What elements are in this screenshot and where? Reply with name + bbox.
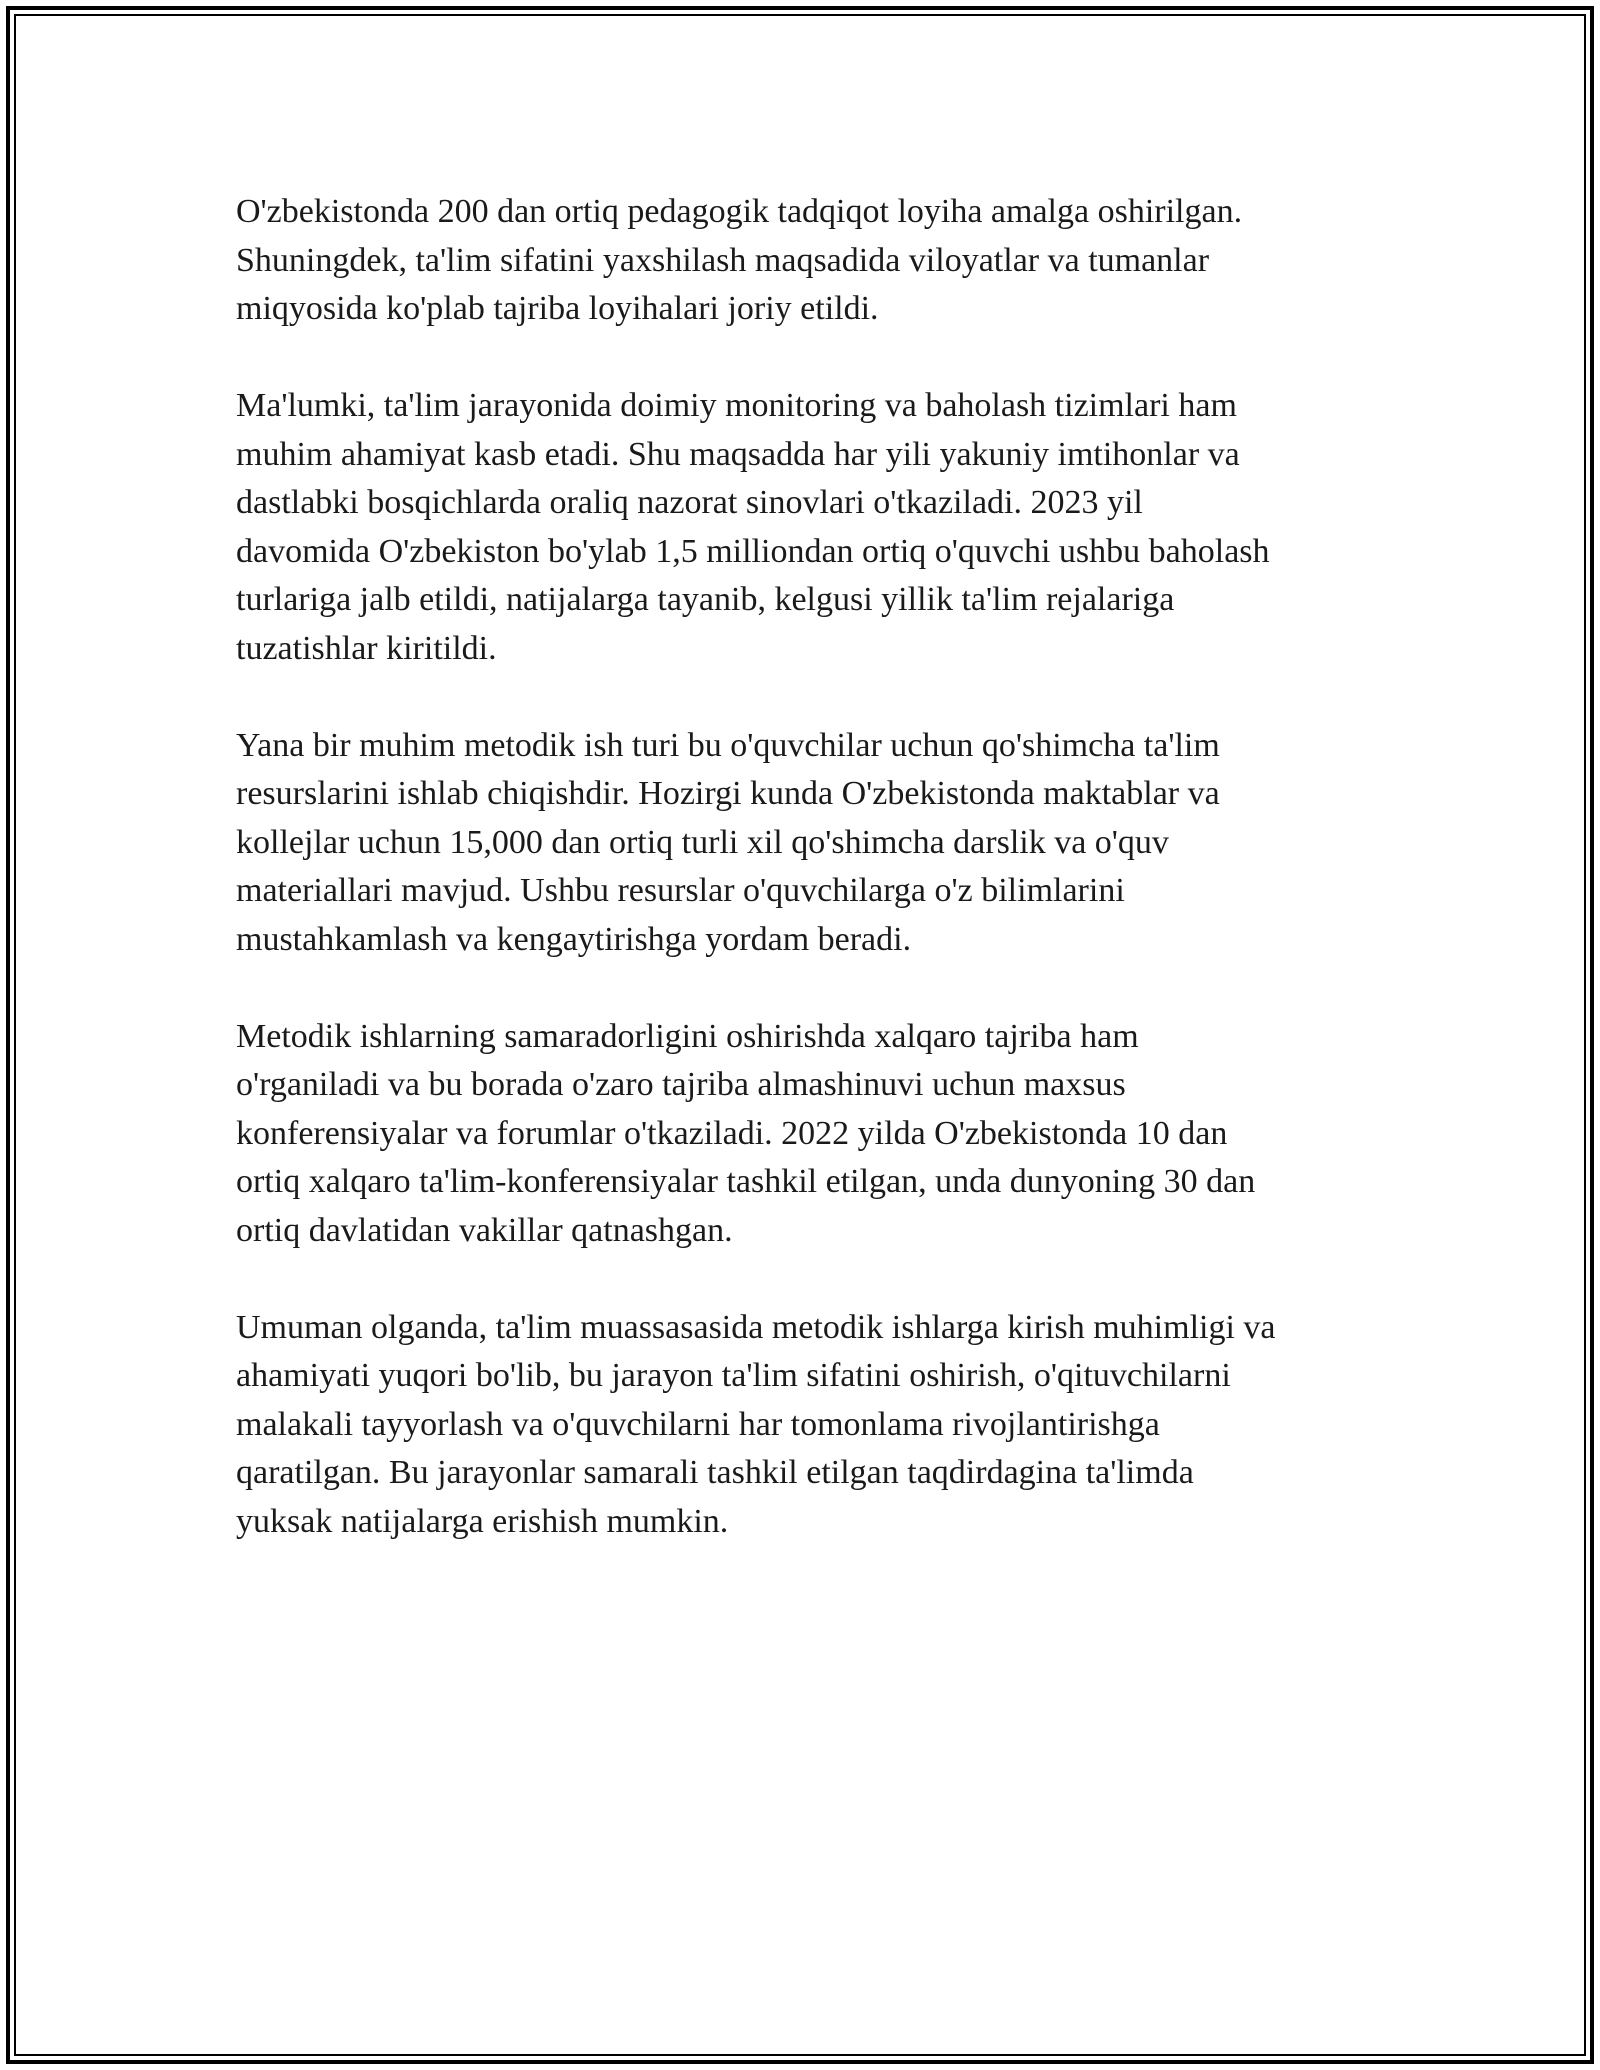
paragraph-1: O'zbekistonda 200 dan ortiq pedagogik tadqiqot loyiha amalga oshirilgan. Shuningdek, ta'lim sifatini yaxshilash maqsadida viloyatlar va tumanlar miqyosida ko'plab tajriba loyihalari joriy etildi. <box>236 193 1243 327</box>
document-body <box>236 188 1366 1595</box>
paragraph-4: Metodik ishlarning samaradorligini oshirishda xalqaro tajriba ham o'rganiladi va bu borada o'zaro tajriba almashinuvi uchun maxsus konferensiyalar va forumlar o'tkaziladi. 2022 yilda O'zbekistonda 10 dan ortiq xalqaro ta'lim-konferensiyalar tashkil etilgan, unda dunyoning 30 dan ortiq davlatidan vakillar qatnashgan. <box>236 1017 1256 1249</box>
paragraph-3: Yana bir muhim metodik ish turi bu o'quvchilar uchun qo'shimcha ta'lim resurslarini ishlab chiqishdir. Hozirgi kunda O'zbekistonda maktablar va kollejlar uchun 15,000 dan ortiq turli xil qo'shimcha darslik va o'quv materiallari mavjud. Ushbu resurslar o'quvchilarga o'z bilimlarini mustahkamlash va kengaytirishga yordam beradi. <box>236 726 1220 958</box>
paragraph-5: Umuman olganda, ta'lim muassasasida metodik ishlarga kirish muhimligi va ahamiyati yuqori bo'lib, bu jarayon ta'lim sifatini oshirish, o'qituvchilarni malakali tayyorlash va o'quvchilarni har tomonlama rivojlantirishga qaratilgan. Bu jarayonlar samarali tashkil etilgan taqdirdagina ta'limda yuksak natijalarga erishish mumkin. <box>236 1308 1276 1540</box>
paragraph-2: Ma'lumki, ta'lim jarayonida doimiy monitoring va baholash tizimlari ham muhim ahamiyat kasb etadi. Shu maqsadda har yili yakuniy imtihonlar va dastlabki bosqichlarda oraliq nazorat sinovlari o'tkaziladi. 2023 yil davomida O'zbekiston bo'ylab 1,5 milliondan ortiq o'quvchi ushbu baholash turlariga jalb etildi, natijalarga tayanib, kelgusi yillik ta'lim rejalariga tuzatishlar kiritildi. <box>236 387 1270 667</box>
